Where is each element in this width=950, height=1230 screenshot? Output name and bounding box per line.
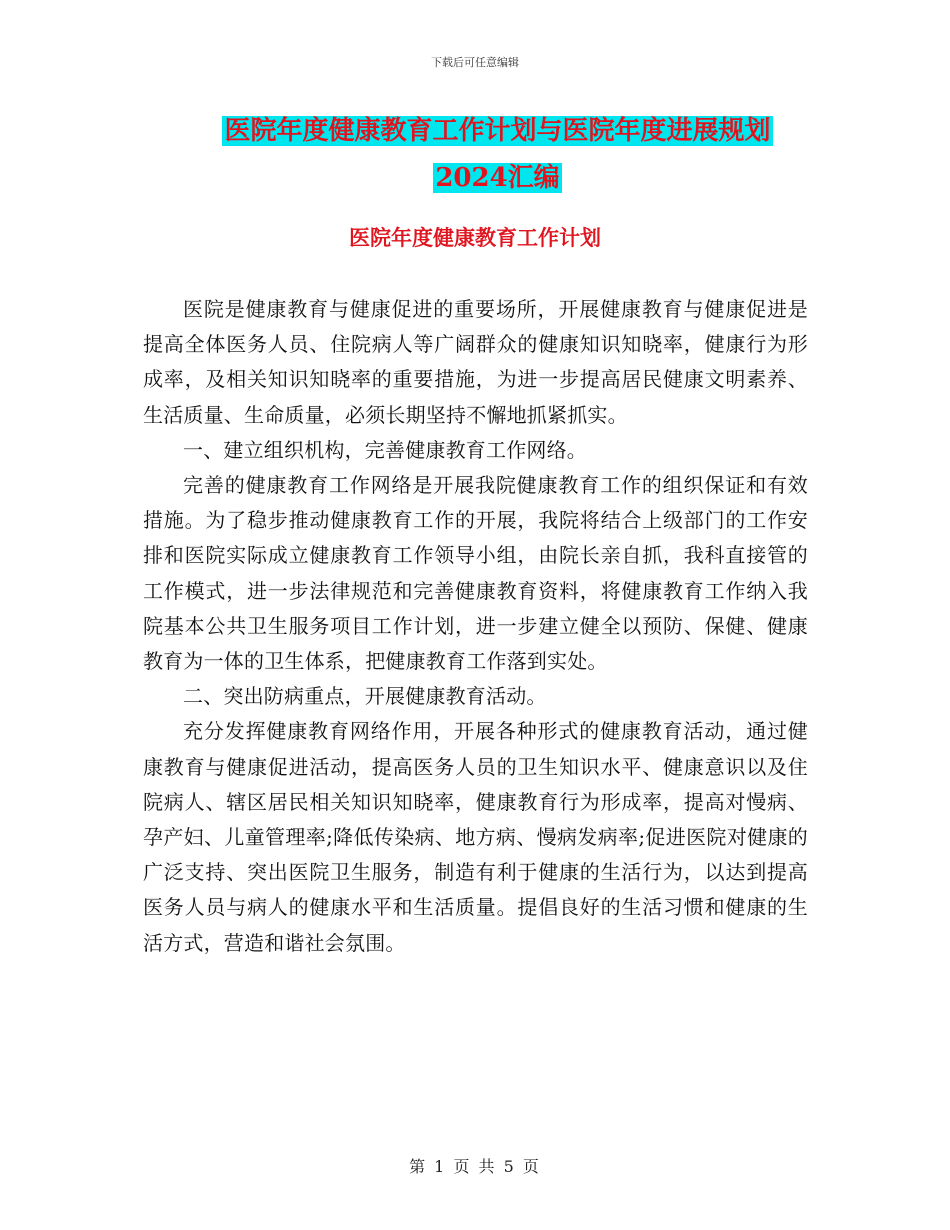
- page-footer: 第 1 页 共 5 页: [409, 1157, 541, 1176]
- document-title-text: 医院年度健康教育工作计划与医院年度进展规划2024汇编: [224, 116, 771, 193]
- heading-section-2: 二、突出防病重点，开展健康教育活动。: [183, 684, 547, 709]
- heading-section-1: 一、建立组织机构，完善健康教育工作网络。: [183, 437, 587, 462]
- body-text: [143, 292, 808, 961]
- paragraph-intro: 医院是健康教育与健康促进的重要场所，开展健康教育与健康促进是提高全体医务人员、住院病人等广阔群众的健康知识知晓率，健康行为形成率，及相关知识知晓率的重要措施，为进一步提高居民健康文明素养、生活质量、生命质量，必须长期坚持不懈地抓紧抓实。: [143, 297, 808, 427]
- paragraph-section-1: 完善的健康教育工作网络是开展我院健康教育工作的组织保证和有效措施。为了稳步推动健康教育工作的开展，我院将结合上级部门的工作安排和医院实际成立健康教育工作领导小组，由院长亲自抓，我科直接管的工作模式，进一步法律规范和完善健康教育资料，将健康教育工作纳入我院基本公共卫生服务项目工作计划，进一步建立健全以预防、保健、健康教育为一体的卫生体系，把健康教育工作落到实处。: [143, 473, 808, 674]
- document-title: [190, 108, 805, 202]
- paragraph-section-2: 充分发挥健康教育网络作用，开展各种形式的健康教育活动，通过健康教育与健康促进活动，提高医务人员的卫生知识水平、健康意识以及住院病人、辖区居民相关知识知晓率，健康教育行为形成率，提高对慢病、孕产妇、儿童管理率;降低传染病、地方病、慢病发病率;促进医院对健康的广泛支持、突出医院卫生服务，制造有利于健康的生活行为，以达到提高医务人员与病人的健康水平和生活质量。提倡良好的生活习惯和健康的生活方式，营造和谐社会氛围。: [143, 719, 808, 955]
- section-title: 医院年度健康教育工作计划: [349, 225, 601, 250]
- header-note: 下载后可任意编辑: [431, 56, 519, 69]
